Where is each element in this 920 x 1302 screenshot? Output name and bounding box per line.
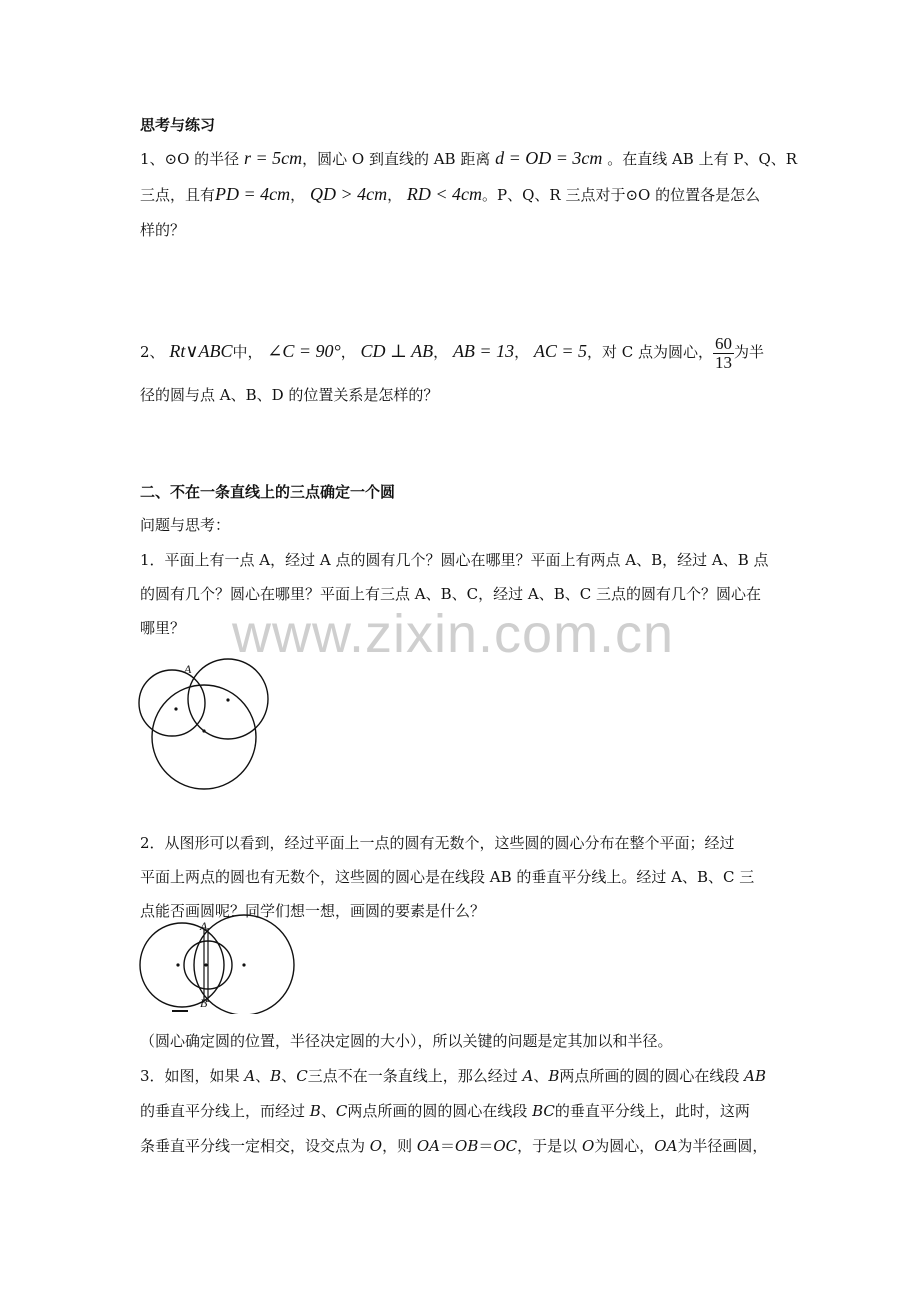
p3-line2: 的垂直平分线上，而经过 B、C两点所画的圆的圆心在线段 BC的垂直平分线上，此时，这两: [140, 1102, 750, 1120]
fig2-label-b: B: [200, 996, 208, 1010]
p3-line1: 3．如图，如果 A、B、C三点不在一条直线上，那么经过 A、B两点所画的圆的圆心在线段 AB: [140, 1067, 767, 1085]
fraction: $\frac{60}{13}$: [715, 333, 733, 372]
p1-line2: 的圆有几个？圆心在哪里？平面上有三点 A、B、C，经过 A、B、C 三点的圆有几个？圆心在: [140, 585, 761, 603]
p2-line2: 平面上两点的圆也有无数个，这些圆的圆心是在线段 AB 的垂直平分线上。经过 A、B、C 三: [140, 868, 755, 886]
q1-line1: 1、⊙O 的半径 r = 5cm，圆心 O 到直线的 AB 距离 d = OD = 3cm 。在直线 AB 上有 P、Q、R: [140, 148, 798, 168]
p1-line1: 1．平面上有一点 A，经过 A 点的圆有几个？圆心在哪里？平面上有两点 A、B，经过 A、B 点: [140, 551, 769, 569]
fig2-label-a: A: [200, 919, 208, 933]
p1-line3: 哪里？: [140, 619, 186, 637]
q2-line1: 2、 Rt∨ABC中， ∠C = 90°， CD ⊥ AB， AB = 13， AC = 5，对 C 点为圆心， $\frac{60}{13}$ 为半: [140, 333, 765, 372]
fig1-label-a: A: [184, 662, 192, 676]
p2-line1: 2．从图形可以看到，经过平面上一点的圆有无数个，这些圆的圆心分布在整个平面；经过: [140, 834, 735, 852]
q2-line2: 径的圆与点 A、B、D 的位置关系是怎样的？: [140, 386, 439, 404]
section1-title: 思考与练习: [140, 116, 216, 134]
q1-line3: 样的？: [140, 221, 186, 239]
figure-three-circles: [138, 655, 278, 791]
p2-conclusion: （圆心确定圆的位置，半径决定圆的大小），所以关键的问题是定其加以和半径。: [140, 1032, 673, 1050]
q1-line2: 三点，且有PD = 4cm， QD > 4cm， RD < 4cm。P、Q、R 三点对于⊙O 的位置各是怎么: [140, 184, 761, 204]
p2-line3: 点能否画圆呢？同学们想一想，画圆的要素是什么？: [140, 902, 486, 920]
p3-line3: 条垂直平分线一定相交，设交点为 O，则 OA＝OB＝OC，于是以 O为圆心，OA为半径画圆，: [140, 1137, 768, 1155]
watermark: www.zixin.com.cn: [232, 604, 675, 664]
figure-circles-through-ab: [138, 910, 298, 1014]
prompt: 问题与思考：: [140, 516, 231, 534]
section2-title: 二、不在一条直线上的三点确定一个圆: [140, 483, 396, 501]
